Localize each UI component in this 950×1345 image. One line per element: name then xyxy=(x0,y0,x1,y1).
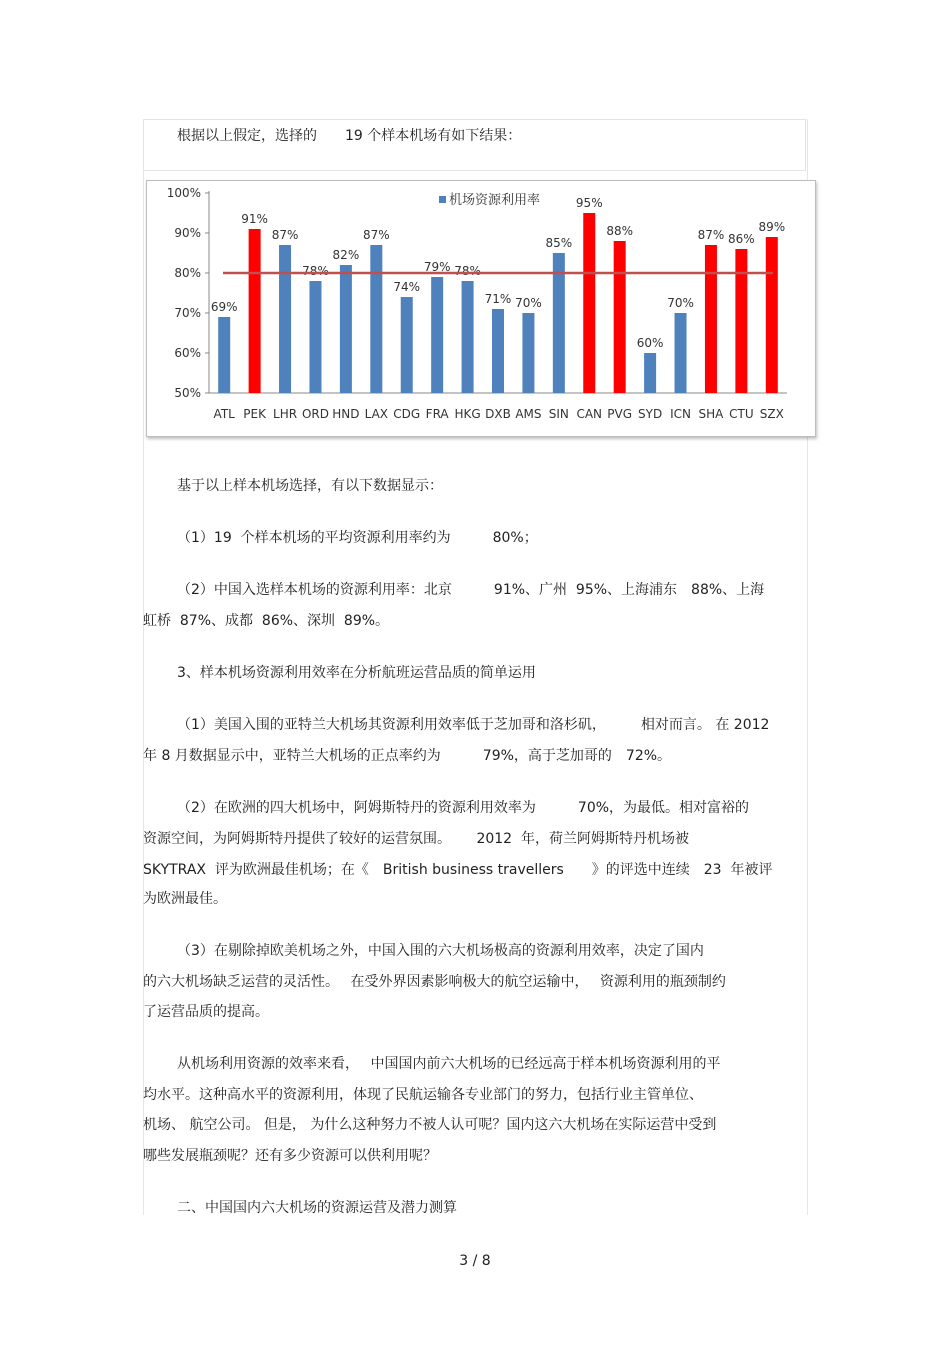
bar xyxy=(705,245,717,393)
x-tick-label: SHA xyxy=(698,407,724,421)
paragraph-7-line-2: 均水平。这种高水平的资源利用，体现了民航运输各专业部门的努力，包括行业主管单位、 xyxy=(143,1087,703,1103)
y-tick-label: 80% xyxy=(174,266,201,280)
paragraph-5-line-4: 为欧洲最佳。 xyxy=(143,891,227,907)
section-heading-3: 3、样本机场资源利用效率在分析航班运营品质的简单运用 xyxy=(177,665,536,681)
bar-value-label: 78% xyxy=(302,264,329,278)
bar xyxy=(340,265,352,393)
bar-value-label: 71% xyxy=(484,292,512,306)
legend-label: 机场资源利用率 xyxy=(449,193,541,208)
bar-value-label: 70% xyxy=(667,296,694,310)
bar-value-label: 89% xyxy=(758,220,786,234)
paragraph-3-line-2: 虹桥 87%、成都 86%、深圳 89%。 xyxy=(143,613,390,629)
bar-value-label: 87% xyxy=(362,228,390,242)
bar xyxy=(309,281,321,393)
bar-value-label: 85% xyxy=(545,236,573,250)
y-tick-label: 50% xyxy=(174,386,201,400)
legend-swatch xyxy=(439,196,446,203)
bar xyxy=(218,317,230,393)
x-tick-label: DXB xyxy=(485,407,511,421)
chart-svg xyxy=(147,181,815,436)
paragraph-6-line-2: 的六大机场缺乏运营的灵活性。 在受外界因素影响极大的航空运输中， 资源利用的瓶颈制约 xyxy=(143,974,726,990)
bar xyxy=(735,249,747,393)
bar-value-label: 82% xyxy=(332,248,360,262)
x-tick-label: ATL xyxy=(213,407,235,421)
paragraph-5-line-2: 资源空间，为阿姆斯特丹提供了较好的运营氛围。 2012 年，荷兰阿姆斯特丹机场被 xyxy=(143,831,689,847)
x-tick-label: PVG xyxy=(607,407,633,421)
paragraph-7-line-3: 机场、 航空公司。 但是， 为什么这种努力不被人认可呢？国内这六大机场在实际运营中受到 xyxy=(143,1117,717,1133)
x-tick-label: LAX xyxy=(364,407,389,421)
paragraph-4-line-2: 年 8 月数据显示中，亚特兰大机场的正点率约为 79%，高于芝加哥的 72%。 xyxy=(143,748,672,764)
bar-value-label: 86% xyxy=(728,232,755,246)
bar xyxy=(583,213,595,393)
bar-value-label: 88% xyxy=(606,224,634,238)
bar xyxy=(279,245,291,393)
x-tick-label: CDG xyxy=(393,407,421,421)
bar-value-label: 74% xyxy=(393,280,421,294)
bar xyxy=(249,229,261,393)
x-tick-label: SYD xyxy=(638,407,663,421)
bar-value-label: 87% xyxy=(271,228,299,242)
bar-value-label: 69% xyxy=(210,300,238,314)
bar xyxy=(522,313,534,393)
bar-value-label: 87% xyxy=(697,228,725,242)
paragraph-1: 基于以上样本机场选择，有以下数据显示： xyxy=(177,478,443,494)
x-tick-label: SZX xyxy=(759,407,784,421)
bar-value-label: 60% xyxy=(636,336,664,350)
y-tick-label: 70% xyxy=(174,306,201,320)
x-tick-label: FRA xyxy=(425,407,449,421)
paragraph-6-line-3: 了运营品质的提高。 xyxy=(143,1004,269,1020)
x-tick-label: ORD xyxy=(301,407,329,421)
paragraph-5-line-1: （2）在欧洲的四大机场中，阿姆斯特丹的资源利用效率为 70%，为最低。相对富裕的 xyxy=(177,800,750,816)
bar xyxy=(462,281,474,393)
intro-text: 根据以上假定，选择的 19 个样本机场有如下结果： xyxy=(177,128,522,144)
bar-value-label: 91% xyxy=(241,212,268,226)
bar-value-label: 78% xyxy=(454,264,481,278)
x-tick-label: SIN xyxy=(548,407,569,421)
x-tick-label: HND xyxy=(332,407,360,421)
x-tick-label: ICN xyxy=(670,407,691,421)
x-tick-label: CTU xyxy=(729,407,754,421)
paragraph-2: （1）19 个样本机场的平均资源利用率约为 80%； xyxy=(177,530,538,546)
paragraph-5-line-3: SKYTRAX 评为欧洲最佳机场；在《 British business travellers 》的评选中连续 23 年被评 xyxy=(143,862,773,878)
paragraph-7-line-4: 哪些发展瓶颈呢？还有多少资源可以供利用呢？ xyxy=(143,1148,437,1164)
page-number: 3 / 8 xyxy=(459,1253,491,1269)
y-tick-label: 90% xyxy=(174,226,201,240)
bar xyxy=(370,245,382,393)
x-tick-label: CAN xyxy=(576,407,603,421)
paragraph-3-line-1: （2）中国入选样本机场的资源利用率：北京 91%、广州 95%、上海浦东 88%、上海 xyxy=(177,582,765,598)
y-tick-label: 60% xyxy=(174,346,201,360)
bar-value-label: 95% xyxy=(575,196,603,210)
bar xyxy=(401,297,413,393)
bar xyxy=(644,353,656,393)
bar xyxy=(766,237,778,393)
x-tick-label: AMS xyxy=(515,407,542,421)
paragraph-6-line-1: （3）在剔除掉欧美机场之外，中国入围的六大机场极高的资源利用效率，决定了国内 xyxy=(177,943,704,959)
x-tick-label: HKG xyxy=(454,407,481,421)
y-tick-label: 100% xyxy=(166,186,201,200)
bar-chart xyxy=(146,180,816,437)
section-heading-2: 二、中国国内六大机场的资源运营及潜力测算 xyxy=(177,1200,457,1216)
bar xyxy=(675,313,687,393)
bar xyxy=(614,241,626,393)
bar xyxy=(431,277,443,393)
x-tick-label: PEK xyxy=(243,407,266,421)
x-tick-label: LHR xyxy=(273,407,298,421)
bar-value-label: 70% xyxy=(515,296,542,310)
bar xyxy=(492,309,504,393)
bar-value-label: 79% xyxy=(423,260,451,274)
paragraph-4-line-1: （1）美国入围的亚特兰大机场其资源利用效率低于芝加哥和洛杉矶， 相对而言。 在 2012 xyxy=(177,717,770,733)
paragraph-7-line-1: 从机场利用资源的效率来看， 中国国内前六大机场的已经远高于样本机场资源利用的平 xyxy=(177,1056,721,1072)
